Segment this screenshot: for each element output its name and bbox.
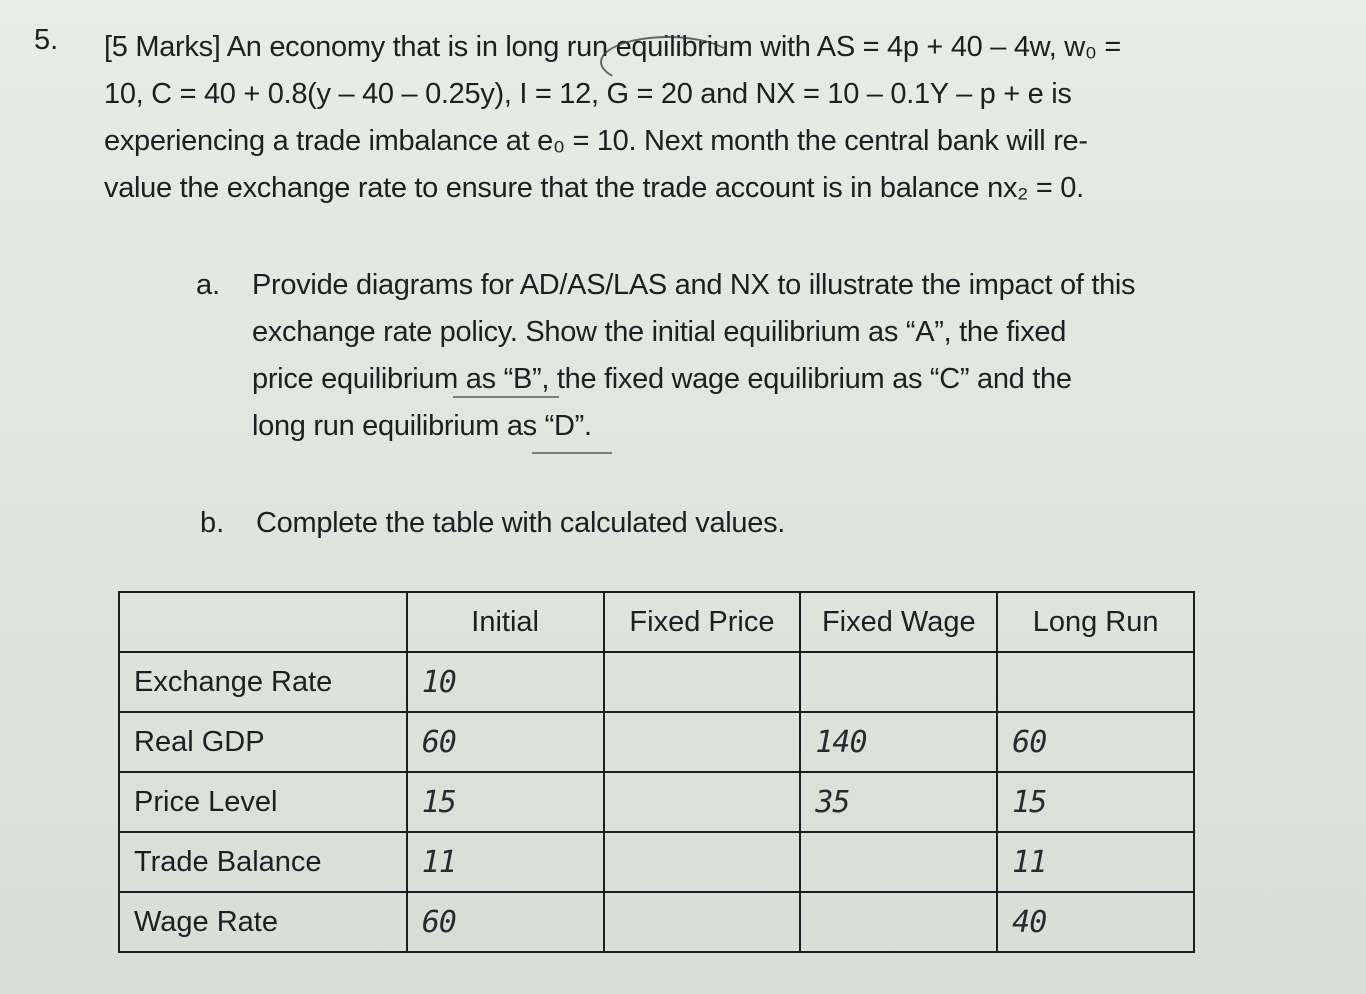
table-header-cell: Fixed Wage xyxy=(800,592,997,652)
question-line: [5 Marks] An economy that is in long run equilibrium with AS = 4p + 40 – 4w, w₀ = xyxy=(104,31,1121,63)
part-a-line: long run equilibrium as “D”. xyxy=(252,410,592,442)
cell-fixed-wage[interactable]: 140 xyxy=(800,712,997,772)
part-a-text xyxy=(252,262,1292,450)
cell-long-run[interactable]: 15 xyxy=(997,772,1194,832)
table-row xyxy=(119,772,1194,832)
row-label: Wage Rate xyxy=(119,892,407,952)
table-header-cell xyxy=(119,592,407,652)
part-a-line: exchange rate policy. Show the initial equilibrium as “A”, the fixed xyxy=(252,316,1067,348)
cell-long-run[interactable]: 11 xyxy=(997,832,1194,892)
question-number: 5. xyxy=(34,24,59,56)
question-line: value the exchange rate to ensure that the trade account is in balance nx₂ = 0. xyxy=(104,172,1084,204)
cell-fixed-price[interactable] xyxy=(604,772,801,832)
question-line: experiencing a trade imbalance at e₀ = 10. Next month the central bank will re- xyxy=(104,125,1088,157)
row-label: Trade Balance xyxy=(119,832,407,892)
row-label: Real GDP xyxy=(119,712,407,772)
cell-fixed-price[interactable] xyxy=(604,892,801,952)
cell-fixed-wage[interactable]: 35 xyxy=(800,772,997,832)
cell-fixed-wage[interactable] xyxy=(800,832,997,892)
pen-underline-mark xyxy=(453,396,559,398)
table-header-cell: Initial xyxy=(407,592,604,652)
row-label: Price Level xyxy=(119,772,407,832)
cell-initial[interactable]: 60 xyxy=(407,892,604,952)
answer-table xyxy=(118,591,1195,953)
table-header-row xyxy=(119,592,1194,652)
pen-underline-mark xyxy=(532,452,612,454)
cell-fixed-wage[interactable] xyxy=(800,892,997,952)
cell-initial[interactable]: 15 xyxy=(407,772,604,832)
cell-initial[interactable]: 60 xyxy=(407,712,604,772)
cell-long-run[interactable]: 40 xyxy=(997,892,1194,952)
part-b-label: b. xyxy=(200,507,225,539)
table-header-cell: Fixed Price xyxy=(604,592,801,652)
table-row xyxy=(119,892,1194,952)
cell-fixed-price[interactable] xyxy=(604,832,801,892)
pen-circle-mark xyxy=(600,36,736,88)
question-line: 10, C = 40 + 0.8(y – 40 – 0.25y), I = 12, G = 20 and NX = 10 – 0.1Y – p + e is xyxy=(104,78,1072,110)
part-a-label: a. xyxy=(196,269,221,301)
cell-initial[interactable]: 11 xyxy=(407,832,604,892)
table-row xyxy=(119,652,1194,712)
cell-long-run[interactable]: 60 xyxy=(997,712,1194,772)
cell-initial[interactable]: 10 xyxy=(407,652,604,712)
cell-fixed-price[interactable] xyxy=(604,712,801,772)
part-a-line: price equilibrium as “B”, the fixed wage equilibrium as “C” and the xyxy=(252,363,1072,395)
part-b-text: Complete the table with calculated values. xyxy=(256,507,786,539)
cell-fixed-price[interactable] xyxy=(604,652,801,712)
cell-fixed-wage[interactable] xyxy=(800,652,997,712)
part-a-line: Provide diagrams for AD/AS/LAS and NX to illustrate the impact of this xyxy=(252,269,1136,301)
cell-long-run[interactable] xyxy=(997,652,1194,712)
row-label: Exchange Rate xyxy=(119,652,407,712)
table-header-cell: Long Run xyxy=(997,592,1194,652)
table-row xyxy=(119,712,1194,772)
table-row xyxy=(119,832,1194,892)
